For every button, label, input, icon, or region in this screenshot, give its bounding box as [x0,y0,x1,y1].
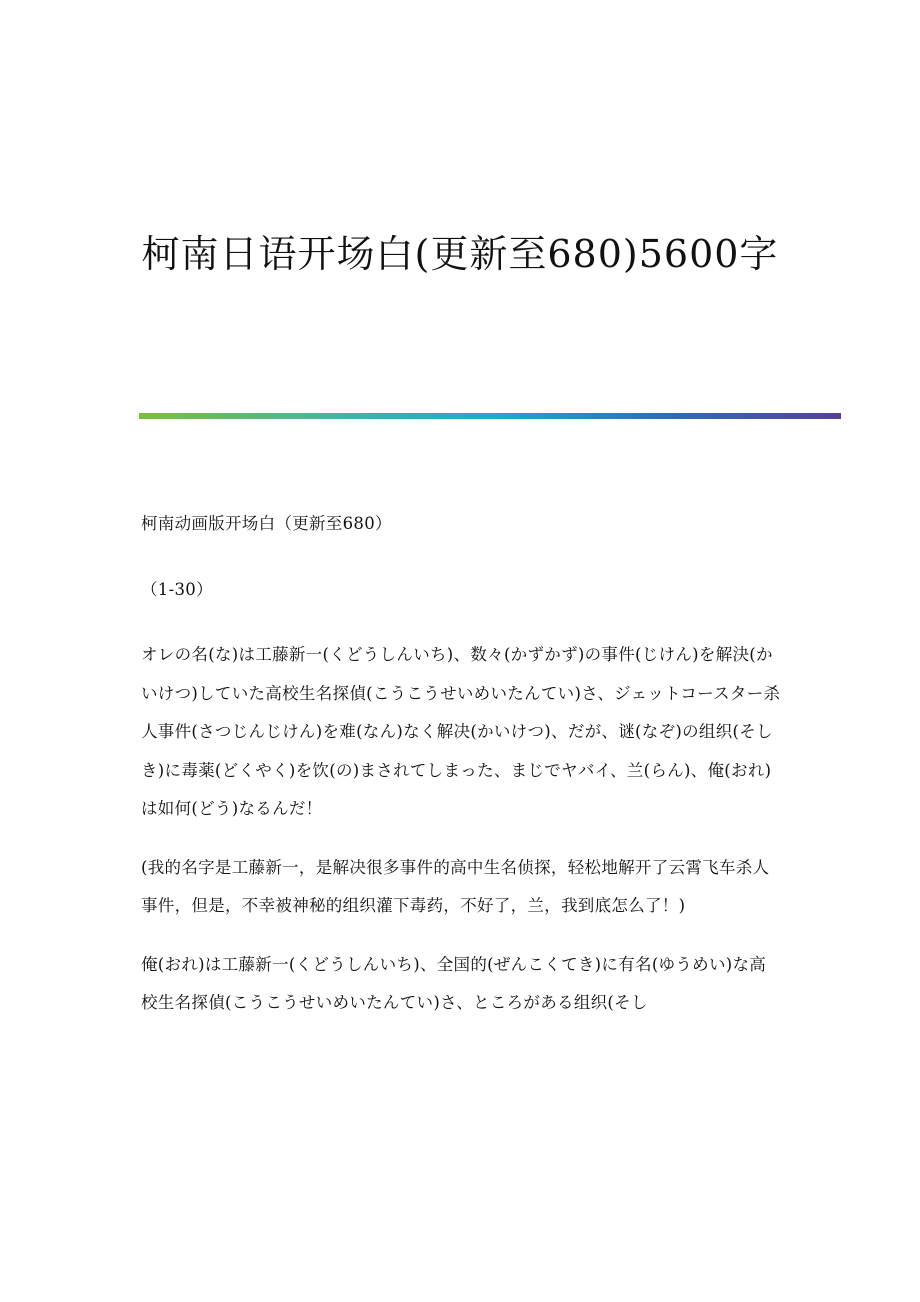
body-paragraph-chinese-1: (我的名字是工藤新一，是解决很多事件的高中生名侦探，轻松地解开了云霄飞车杀人事件，但是，不幸被神秘的组织灌下毒药，不好了，兰，我到底怎么了！) [141,857,770,915]
episode-range: （1-30） [141,579,213,599]
document-title: 柯南日语开场白(更新至680)5600字 [141,232,779,276]
body-paragraph-japanese-2: 俺(おれ)は工藤新一(くどうしんいち)、全国的(ぜんこくてき)に有名(ゆうめい)な高校生名探偵(こうこうせいめいたんてい)さ、ところがある组织(そし [141,954,767,1012]
body-paragraph-japanese-1: オレの名(な)は工藤新一(くどうしんいち)、数々(かずかず)の事件(じけん)を解決(かいけつ)していた高校生名探偵(こうこうせいめいたんてい)さ、ジェットコースター杀人事件(さつじんじけん)を难(なん)なく解决(かいけつ)、だが、谜(なぞ)の组织(そしき)に毒薬(どくやく)を饮(の)まされてしまった、まじでヤバイ、兰(らん)、俺(おれ)は如何(どう)なるんだ！ [141,645,781,818]
section-heading: 柯南动画版开场白（更新至680） [141,514,392,533]
title-divider [139,413,841,419]
document-body [141,505,781,1043]
